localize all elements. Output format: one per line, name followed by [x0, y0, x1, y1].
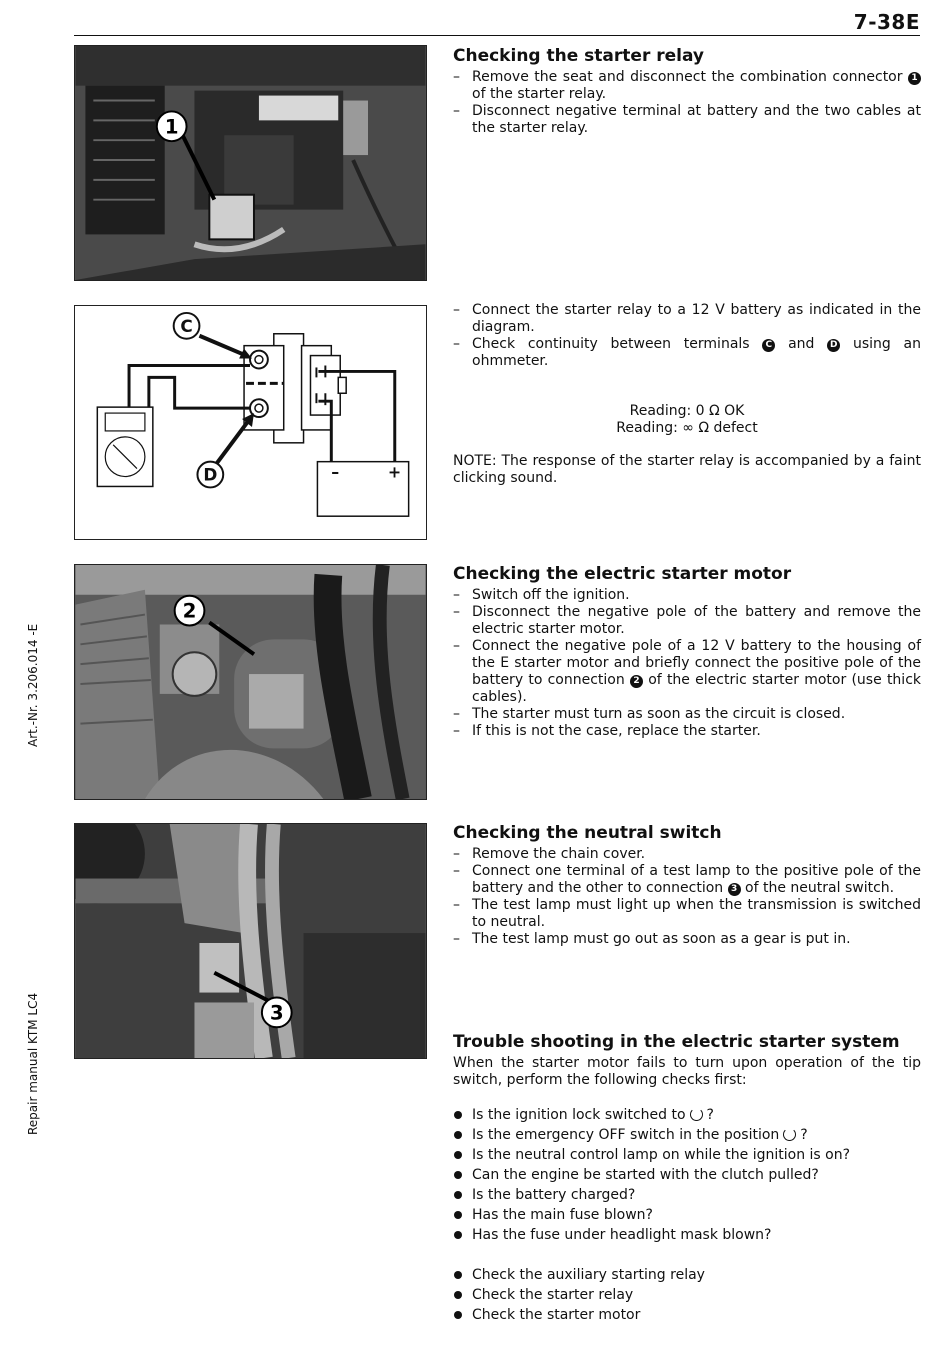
- relay-note: NOTE: The response of the starter relay is accompanied by a faint clicking sound.: [453, 453, 921, 486]
- section-starter-relay-test: [453, 302, 921, 487]
- trouble-intro: When the starter motor fails to turn upon operation of the tip switch, perform the following checks first:: [453, 1055, 921, 1088]
- step-text: of the electric starter motor (use thick cables).: [472, 672, 921, 705]
- header-rule: [74, 35, 920, 36]
- step-text: Connect the negative pole of a 12 V battery to the housing of the E starter motor and briefly connect the positive pole of the battery to connection: [472, 638, 921, 688]
- list-item: Is the neutral control lamp on while the ignition is on?: [453, 1145, 921, 1165]
- question-text: Is the ignition lock switched to: [472, 1107, 686, 1123]
- trouble-questions: [453, 1105, 921, 1245]
- filled-circle-letter-icon: D: [827, 339, 840, 352]
- list-item: Check the auxiliary starting relay: [453, 1265, 921, 1285]
- trouble-checks: [453, 1265, 921, 1325]
- reading-defect: Reading: ∞ Ω defect: [616, 420, 758, 436]
- relay-wiring-diagram-art: [75, 306, 426, 539]
- starter-motor-steps: [453, 587, 921, 740]
- filled-circle-number-icon: 1: [908, 72, 921, 85]
- section-title-neutral-switch: Checking the neutral switch: [453, 823, 722, 843]
- list-item: [453, 69, 921, 103]
- section-trouble-shooting: [453, 1031, 921, 1325]
- filled-circle-number-icon: 2: [630, 675, 643, 688]
- callout-d: D: [203, 464, 218, 485]
- list-item: – If this is not the case, replace the starter.: [453, 723, 921, 740]
- list-item: – The test lamp must light up when the transmission is switched to neutral.: [453, 897, 921, 931]
- section-title-trouble-shooting: Trouble shooting in the electric starter system: [453, 1032, 900, 1052]
- list-item: Is the battery charged?: [453, 1185, 921, 1205]
- list-item: – Connect the starter relay to a 12 V battery as indicated in the diagram.: [453, 302, 921, 336]
- filled-circle-number-icon: 3: [728, 883, 741, 896]
- callout-2: 2: [182, 599, 197, 623]
- starter-relay-photo: [74, 45, 427, 281]
- list-item: [453, 638, 921, 706]
- list-item: – Remove the chain cover.: [453, 846, 921, 863]
- list-item: [453, 1125, 921, 1145]
- section-starter-relay: [453, 45, 921, 137]
- list-item: Has the fuse under headlight mask blown?: [453, 1225, 921, 1245]
- section-neutral-switch: [453, 822, 921, 948]
- list-item: – The starter must turn as soon as the circuit is closed.: [453, 706, 921, 723]
- switch-position-icon: [783, 1128, 796, 1141]
- starter-motor-photo-art: [75, 565, 426, 799]
- list-item: – The test lamp must go out as soon as a gear is put in.: [453, 931, 921, 948]
- section-title-starter-motor: Checking the electric starter motor: [453, 564, 792, 584]
- neutral-switch-photo-art: [75, 824, 426, 1058]
- manual-title: Repair manual KTM LC4: [26, 992, 40, 1135]
- step-text: using an ohmmeter.: [472, 336, 921, 369]
- list-item: [453, 1105, 921, 1125]
- list-item: – Disconnect negative terminal at battery and the two cables at the starter relay.: [453, 103, 921, 137]
- step-text: of the starter relay.: [472, 86, 607, 102]
- starter-relay-test-steps: [453, 302, 921, 370]
- section-title-starter-relay: Checking the starter relay: [453, 46, 705, 66]
- battery-minus-label: –: [331, 462, 340, 482]
- question-text: ?: [706, 1107, 714, 1123]
- key-position-icon: [690, 1108, 703, 1121]
- step-text: Connect one terminal of a test lamp to the positive pole of the battery and the other to connection: [472, 863, 921, 896]
- list-item: – Disconnect the negative pole of the battery and remove the electric starter motor.: [453, 604, 921, 638]
- list-item: Check the starter relay: [453, 1285, 921, 1305]
- reading-ok: Reading: 0 Ω OK: [629, 403, 745, 419]
- neutral-switch-photo: [74, 823, 427, 1059]
- section-starter-motor: [453, 563, 921, 740]
- starter-motor-photo: [74, 564, 427, 800]
- starter-relay-photo-art: [75, 46, 426, 280]
- step-text: and: [775, 336, 828, 352]
- list-item: Check the starter motor: [453, 1305, 921, 1325]
- list-item: [453, 863, 921, 897]
- article-number: Art.-Nr. 3.206.014 -E: [26, 623, 40, 747]
- list-item: Can the engine be started with the clutch pulled?: [453, 1165, 921, 1185]
- callout-1: 1: [164, 115, 179, 139]
- step-text: Remove the seat and disconnect the combination connector: [472, 69, 908, 85]
- step-text: of the neutral switch.: [740, 880, 895, 896]
- question-text: ?: [800, 1127, 808, 1143]
- callout-3: 3: [269, 1001, 284, 1025]
- question-text: Is the emergency OFF switch in the position: [472, 1127, 780, 1143]
- battery-plus-label: +: [387, 462, 402, 482]
- list-item: Has the main fuse blown?: [453, 1205, 921, 1225]
- list-item: – Switch off the ignition.: [453, 587, 921, 604]
- step-text: Check continuity between terminals: [472, 336, 763, 352]
- neutral-switch-steps: [453, 846, 921, 948]
- callout-c: C: [180, 315, 193, 336]
- starter-relay-steps: [453, 69, 921, 137]
- filled-circle-letter-icon: C: [762, 339, 775, 352]
- list-item: [453, 336, 921, 370]
- relay-wiring-diagram: [74, 305, 427, 540]
- page-number: 7-38E: [853, 10, 920, 34]
